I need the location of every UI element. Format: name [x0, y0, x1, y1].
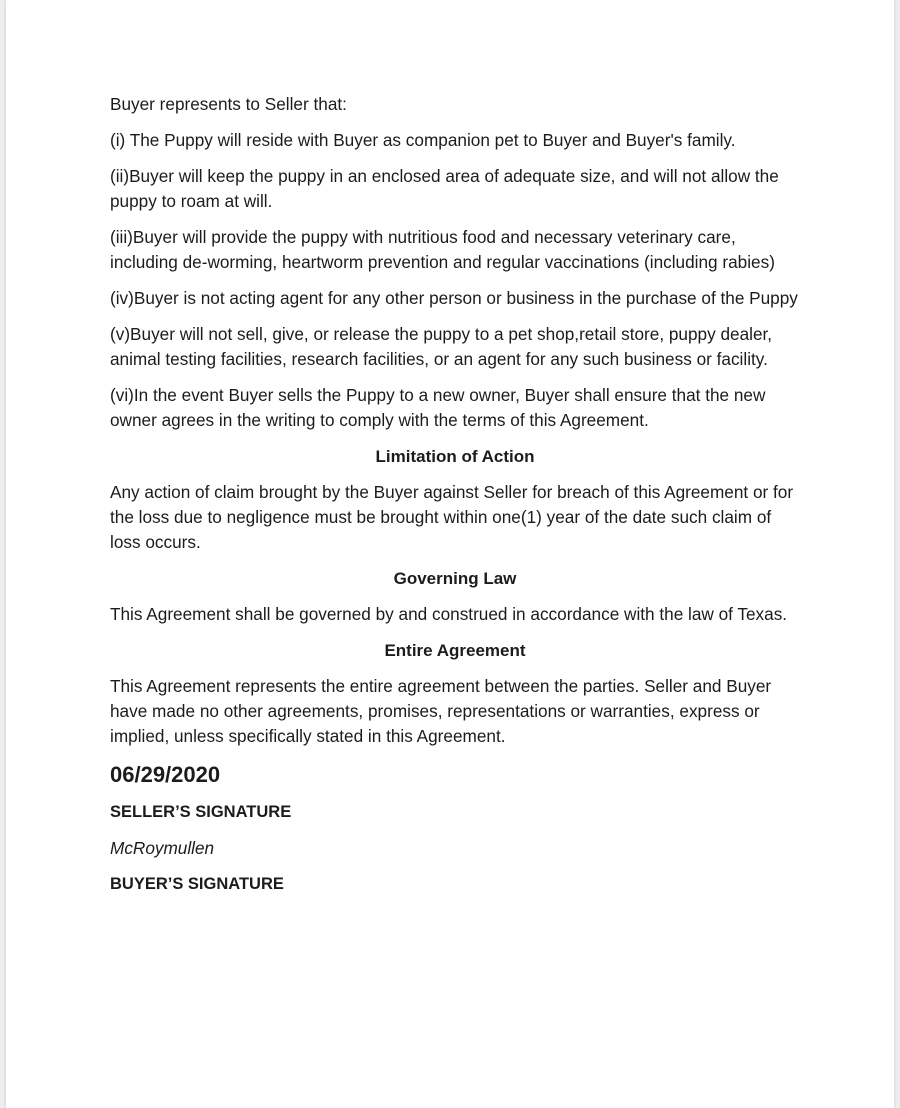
representation-item-5: (v)Buyer will not sell, give, or release the puppy to a pet shop,retail store, puppy dealer, animal testing facilities, research facilities, or an agent for any such business or facility. [110, 324, 773, 369]
representation-item-2: (ii)Buyer will keep the puppy in an enclosed area of adequate size, and will not allow the puppy to roam at will. [110, 166, 779, 211]
seller-signature: McRoymullen [110, 838, 215, 858]
buyer-signature-label: BUYER’S SIGNATURE [110, 875, 284, 893]
seller-signature-label: SELLER’S SIGNATURE [110, 803, 292, 821]
intro-paragraph: Buyer represents to Seller that: [110, 94, 347, 114]
representation-item-1: (i) The Puppy will reside with Buyer as companion pet to Buyer and Buyer's family. [110, 130, 736, 150]
section-body-governing-law: This Agreement shall be governed by and construed in accordance with the law of Texas. [110, 604, 788, 624]
representation-item-6: (vi)In the event Buyer sells the Puppy to a new owner, Buyer shall ensure that the new owner agrees in the writing to comply with the terms of this Agreement. [110, 385, 766, 430]
representation-item-3: (iii)Buyer will provide the puppy with nutritious food and necessary veterinary care, including de-worming, heartworm prevention and regular vaccinations (including rabies) [110, 227, 775, 272]
representation-item-4: (iv)Buyer is not acting agent for any other person or business in the purchase of the Puppy [110, 288, 798, 308]
section-heading-entire-agreement: Entire Agreement [384, 641, 526, 660]
agreement-date: 06/29/2020 [110, 762, 221, 787]
document-content [110, 92, 800, 908]
document-page [6, 0, 894, 1108]
section-heading-limitation-of-action: Limitation of Action [375, 447, 535, 466]
section-body-limitation-of-action: Any action of claim brought by the Buyer against Seller for breach of this Agreement or for the loss due to negligence must be brought within one(1) year of the date such claim of loss occurs. [110, 482, 794, 552]
section-heading-governing-law: Governing Law [393, 569, 517, 588]
section-body-entire-agreement: This Agreement represents the entire agreement between the parties. Seller and Buyer have made no other agreements, promises, representations or warranties, express or implied, unless specifically stated in this Agreement. [110, 676, 772, 746]
